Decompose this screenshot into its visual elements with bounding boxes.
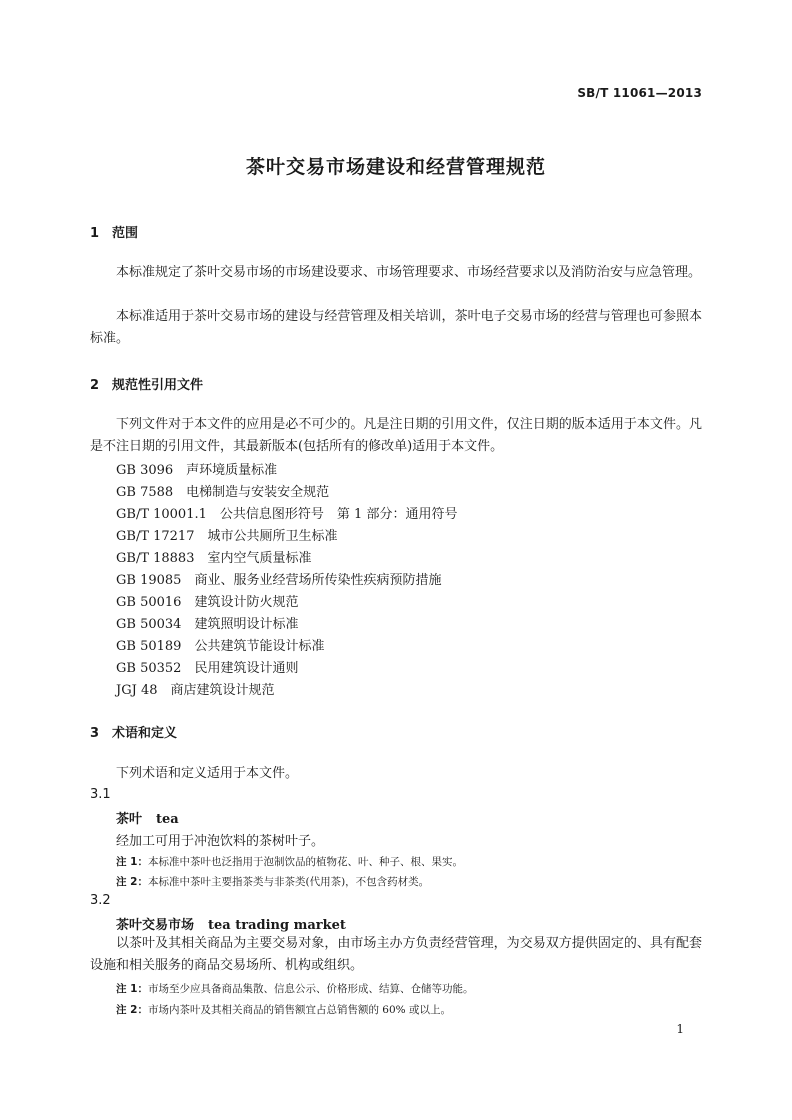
reference-code: GB/T 17217: [116, 529, 195, 544]
paragraph: 下列文件对于本文件的应用是必不可少的。凡是注日期的引用文件，仅注日期的版本适用于本文件。凡是不注日期的引用文件，其最新版本(包括所有的修改单)适用于本文件。: [90, 417, 702, 454]
reference-title: 公共建筑节能设计标准: [194, 639, 325, 654]
paragraph: 本标准规定了茶叶交易市场的市场建设要求、市场管理要求、市场经营要求以及消防治安与应急管理。: [116, 265, 702, 280]
reference-item: [116, 503, 457, 522]
paragraph: 本标准适用于茶叶交易市场的建设与经营管理及相关培训，茶叶电子交易市场的经营与管理也可参照本标准。: [90, 309, 702, 346]
note-label: 注 2：: [116, 1004, 148, 1016]
reference-code: GB 50189: [116, 639, 182, 654]
section-title: 规范性引用文件: [112, 378, 204, 393]
note: [116, 981, 473, 996]
section-number: 3: [90, 726, 100, 741]
reference-code: JGJ 48: [116, 683, 158, 698]
reference-item: [116, 547, 312, 566]
reference-title: 公共信息图形符号 第 1 部分：通用符号: [219, 507, 458, 522]
reference-item: [116, 591, 298, 610]
reference-code: GB/T 18883: [116, 551, 195, 566]
reference-title: 商业、服务业经营场所传染性疾病预防措施: [194, 573, 442, 588]
page-number: 1: [676, 1022, 684, 1036]
clause-number: 3.2: [90, 893, 111, 908]
document-title: 茶叶交易市场建设和经营管理规范: [245, 156, 546, 178]
paragraph: 下列术语和定义适用于本文件。: [116, 766, 299, 781]
reference-title: 建筑设计防火规范: [194, 595, 299, 610]
note-label: 注 2：: [116, 876, 148, 888]
note-text: 市场至少应具备商品集散、信息公示、价格形成、结算、仓储等功能。: [147, 983, 474, 995]
section-2-heading: [90, 374, 203, 393]
section-number: 1: [90, 226, 100, 241]
reference-title: 室内空气质量标准: [207, 551, 312, 566]
term-english: tea: [156, 812, 179, 827]
term-chinese: 茶叶交易市场: [116, 918, 195, 933]
reference-code: GB 50016: [116, 595, 182, 610]
section-3-heading: [90, 722, 177, 741]
reference-title: 民用建筑设计通则: [194, 661, 299, 676]
reference-item: [116, 679, 275, 698]
note-text: 市场内茶叶及其相关商品的销售额宜占总销售额的 60% 或以上。: [147, 1004, 451, 1016]
section-1-heading: [90, 222, 138, 241]
note-text: 本标准中茶叶也泛指用于泡制饮品的植物花、叶、种子、根、果实。: [147, 856, 463, 868]
term-definition: 以茶叶及其相关商品为主要交易对象，由市场主办方负责经营管理，为交易双方提供固定的、具有配套设施和相关服务的商品交易场所、机构或组织。: [90, 936, 702, 973]
clause-number: 3.1: [90, 787, 111, 802]
term-heading: [116, 808, 179, 827]
reference-item: [116, 525, 338, 544]
reference-code: GB 50352: [116, 661, 182, 676]
reference-title: 声环境质量标准: [186, 463, 278, 478]
note: [116, 854, 463, 869]
reference-item: [116, 657, 298, 676]
reference-title: 电梯制造与安装安全规范: [186, 485, 330, 500]
reference-item: [116, 569, 441, 588]
reference-title: 城市公共厕所卫生标准: [207, 529, 338, 544]
standard-number: SB/T 11061—2013: [577, 86, 702, 100]
note-label: 注 1：: [116, 983, 148, 995]
reference-code: GB 19085: [116, 573, 182, 588]
reference-title: 建筑照明设计标准: [194, 617, 299, 632]
section-title: 范围: [112, 226, 139, 241]
note: [116, 874, 429, 889]
reference-code: GB 7588: [116, 485, 174, 500]
term-english: tea trading market: [208, 918, 346, 933]
reference-title: 商店建筑设计规范: [170, 683, 275, 698]
reference-code: GB/T 10001.1: [116, 507, 207, 522]
reference-item: [116, 459, 277, 478]
note: [116, 1002, 451, 1017]
section-number: 2: [90, 378, 100, 393]
term-definition: 经加工可用于冲泡饮料的茶树叶子。: [116, 834, 325, 849]
reference-item: [116, 481, 329, 500]
term-chinese: 茶叶: [116, 812, 143, 827]
note-label: 注 1：: [116, 856, 148, 868]
term-heading: [116, 914, 346, 933]
reference-code: GB 50034: [116, 617, 182, 632]
reference-code: GB 3096: [116, 463, 174, 478]
reference-item: [116, 613, 298, 632]
note-text: 本标准中茶叶主要指茶类与非茶类(代用茶)，不包含药材类。: [147, 876, 430, 888]
reference-item: [116, 635, 324, 654]
section-title: 术语和定义: [112, 726, 178, 741]
